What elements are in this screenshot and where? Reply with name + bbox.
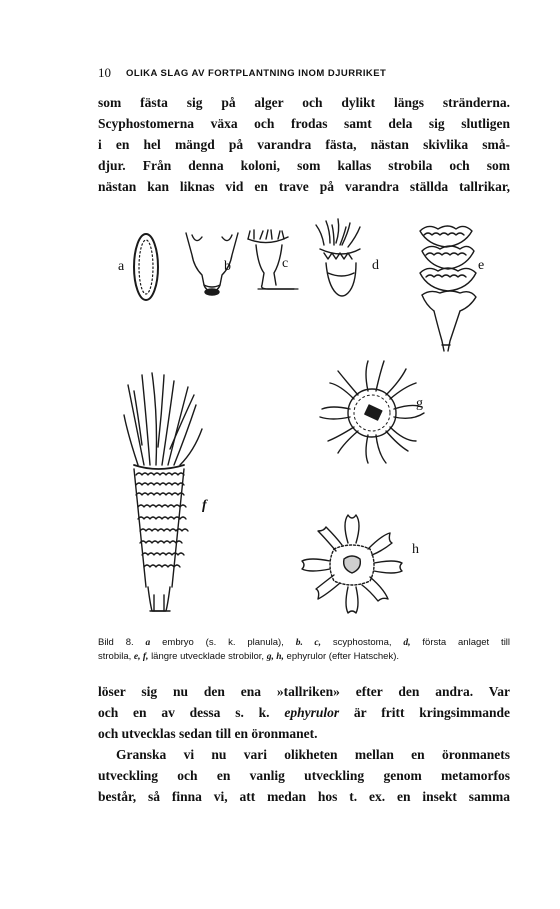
strobila-e-drawing (420, 226, 476, 351)
caption-prefix: Bild 8. (98, 637, 134, 648)
figure-drawing (98, 215, 510, 630)
figure-label-f: f (202, 498, 207, 513)
text-line: består, så finna vi, att medan hos t. ex. en insekt samma (98, 789, 510, 804)
figure-label-b: b (224, 259, 231, 274)
scyphostoma-c-drawing (248, 230, 298, 289)
caption-text: längre utvecklade strobilor, (151, 651, 265, 662)
figure-label-c: c (282, 256, 289, 271)
text-line: Granska vi nu vari olikheten mellan en öronmanets (116, 747, 510, 762)
caption-text: ephyrulor (efter Hatschek). (286, 651, 399, 662)
caption-text: embryo (s. k. planula), (162, 637, 284, 648)
caption-text: strobila, (98, 651, 132, 662)
caption-ref: a (145, 638, 151, 648)
text-line: och utvecklas sedan till en öronmanet. (98, 726, 318, 741)
text-span: »tallriken» (276, 684, 340, 699)
italic-term: ephyrulor (284, 705, 340, 720)
text-line: som fästa sig på alger och dylikt längs stränderna. (98, 95, 510, 110)
figure-label-d: d (372, 258, 379, 273)
figure-label-g: g (416, 396, 423, 411)
text-span: efter den andra. Var (355, 684, 510, 699)
caption-ref: g, h, (266, 652, 284, 662)
figure-label-a: a (118, 259, 125, 274)
bottom-paragraph (98, 681, 510, 807)
figure-illustration (98, 215, 510, 630)
text-line: djur. Från denna koloni, som kallas strobila och som (98, 158, 510, 173)
strobila-d-drawing (316, 219, 360, 296)
running-title: OLIKA SLAG AV FORTPLANTNING INOM DJURRIKET (126, 68, 387, 79)
caption-text: första anlaget till (422, 637, 511, 648)
caption-ref: b. c, (295, 638, 322, 648)
text-line: Scyphostomerna växa och frodas samt dela sig slutligen (98, 116, 510, 131)
text-line (98, 681, 510, 702)
text-line: utveckling och en vanlig utveckling genom metamorfos (98, 768, 510, 783)
text-span: är fritt kringsimmande (353, 705, 510, 720)
text-line (98, 702, 510, 723)
figure-label-h: h (412, 542, 419, 557)
planula-drawing (134, 234, 158, 300)
ephyrula-g-drawing (320, 361, 424, 463)
figure-caption (98, 636, 510, 664)
figure-label-e: e (478, 258, 485, 273)
strobila-f-drawing (124, 373, 202, 611)
text-line: i en hel mängd på varandra fästa, nästan skivlika små- (98, 137, 510, 152)
text-span: och en av dessa s. k. (98, 705, 270, 720)
text-span: löser sig nu den ena (98, 684, 262, 699)
running-head (98, 66, 510, 80)
text-line: nästan kan liknas vid en trave på varandra ställda tallrikar, (98, 179, 510, 194)
caption-line (98, 636, 510, 650)
caption-ref: e, f, (133, 652, 149, 662)
top-paragraph (98, 92, 510, 197)
caption-ref: d, (403, 638, 411, 648)
caption-line (98, 650, 510, 664)
caption-text: scyphostoma, (332, 637, 392, 648)
page-number: 10 (98, 65, 111, 80)
ephyrula-h-drawing (302, 515, 402, 613)
